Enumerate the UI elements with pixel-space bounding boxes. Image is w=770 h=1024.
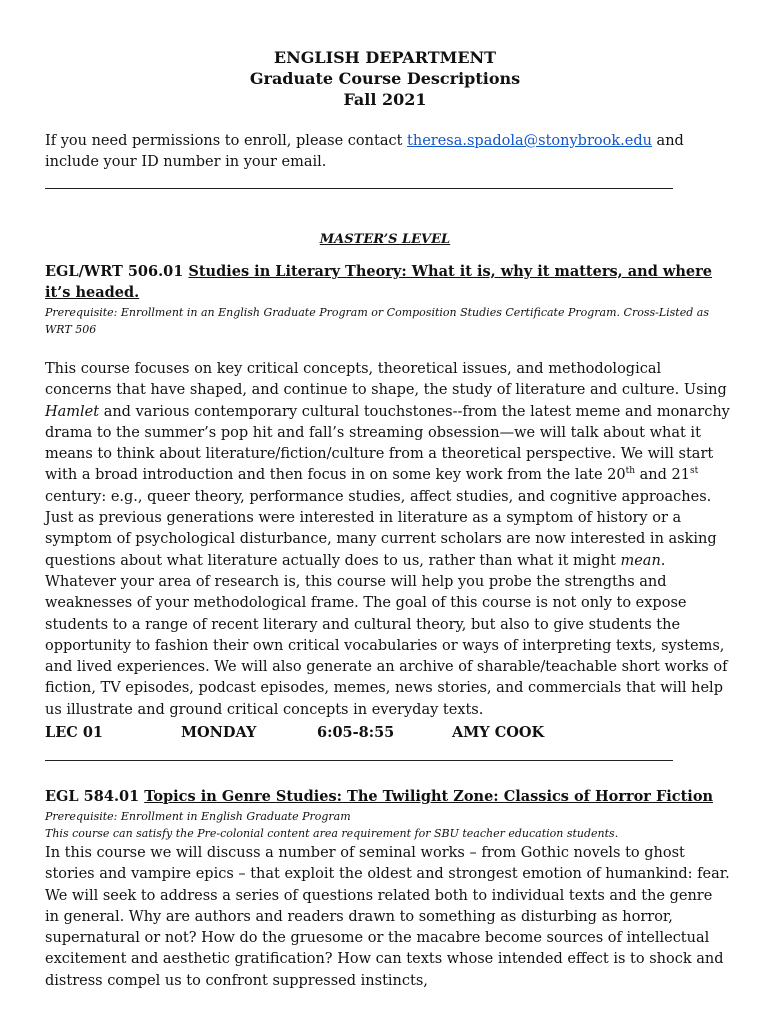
meeting-day: MONDAY [181, 724, 257, 741]
course-description: In this course we will discuss a number of seminal works – from Gothic novels to ghost stories and vampire epics – that exploit the oldest and strongest emotion of humankind: fear. We will seek to address a series of questions related both to individual texts and the genre in general. Why are authors and readers drawn to something as disturbing as horror, supernatural or not? How do the gruesome or the macabre become sources of intellectual excitement and aesthetic gratification? How can texts whose intended effect is to shock and distress compel us to confront suppressed instincts, [45, 845, 730, 989]
section-divider [45, 188, 673, 189]
course-title: Studies in Literary Theory: What it is, why it matters, and where it’s headed. [45, 263, 712, 302]
description-italic: Hamlet [45, 403, 100, 420]
meeting-time: 6:05-8:55 [317, 724, 395, 741]
course-code: EGL/WRT 506.01 [45, 263, 189, 280]
notice-text-after: and include your ID number in your email. [45, 133, 684, 171]
course-title: Topics in Genre Studies: The Twilight Zone: Classics of Horror Fiction [144, 788, 714, 805]
enrollment-notice [45, 131, 735, 174]
course-description [45, 359, 730, 721]
description-italic: mean [620, 552, 661, 569]
instructor-name: AMY COOK [452, 724, 545, 741]
description-text: and 21 [635, 467, 690, 484]
level-heading: MASTER’S LEVEL [319, 232, 451, 247]
contact-email-link[interactable]: theresa.spadola@stonybrook.edu [407, 133, 652, 149]
superscript: th [625, 466, 636, 477]
department-title: ENGLISH DEPARTMENT [273, 48, 497, 67]
notice-text-before: If you need permissions to enroll, please contact [45, 133, 408, 149]
course-heading [45, 261, 735, 304]
lecture-section: LEC 01 [45, 724, 104, 741]
course-prerequisite: Prerequisite: Enrollment in an English Graduate Program or Composition Studies Certificate Program. Cross-Listed as WRT 506 [45, 306, 709, 336]
course-note: This course can satisfy the Pre-colonial content area requirement for SBU teacher education students. [45, 827, 619, 840]
term-label: Fall 2021 [343, 90, 427, 109]
document-title: Graduate Course Descriptions [249, 69, 521, 88]
course-heading [45, 786, 735, 807]
description-text: . Whatever your area of research is, this course will help you probe the strengths and weaknesses of your methodological frame. The goal of this course is not only to expose students to a range of recent literary and cultural theory, but also to give students the opportunity to fashion their own critical vocabularies or ways of interpreting texts, systems, and lived experiences. We will also generate an archive of sharable/teachable short works of fiction, TV episodes, podcast episodes, memes, news stories, and commercials that will help us illustrate and ground critical concepts in everyday texts. [45, 552, 728, 718]
description-text: and various contemporary cultural touchstones--from the latest meme and monarchy drama to the summer’s pop hit and fall’s streaming obsession—we will talk about what it means to think about literature/fiction/culture from a theoretical perspective. We will start with a broad introduction and then focus in on some key work from the late 20 [45, 403, 730, 484]
course-code: EGL 584.01 [45, 788, 145, 805]
description-text: century: e.g., queer theory, performance studies, affect studies, and cognitive approaches. Just as previous generations were interested in literature as a symptom of history or a symptom of psychological disturbance, many current scholars are now interested in asking questions about what literature actually does to us, rather than what it might [45, 488, 717, 569]
document-header [0, 47, 770, 110]
superscript: st [689, 466, 699, 477]
description-text: This course focuses on key critical concepts, theoretical issues, and methodological concerns that have shaped, and continue to shape, the study of literature and culture. Using [45, 361, 727, 399]
section-divider [45, 760, 673, 761]
course-prerequisite: Prerequisite: Enrollment in English Graduate Program [45, 810, 351, 823]
